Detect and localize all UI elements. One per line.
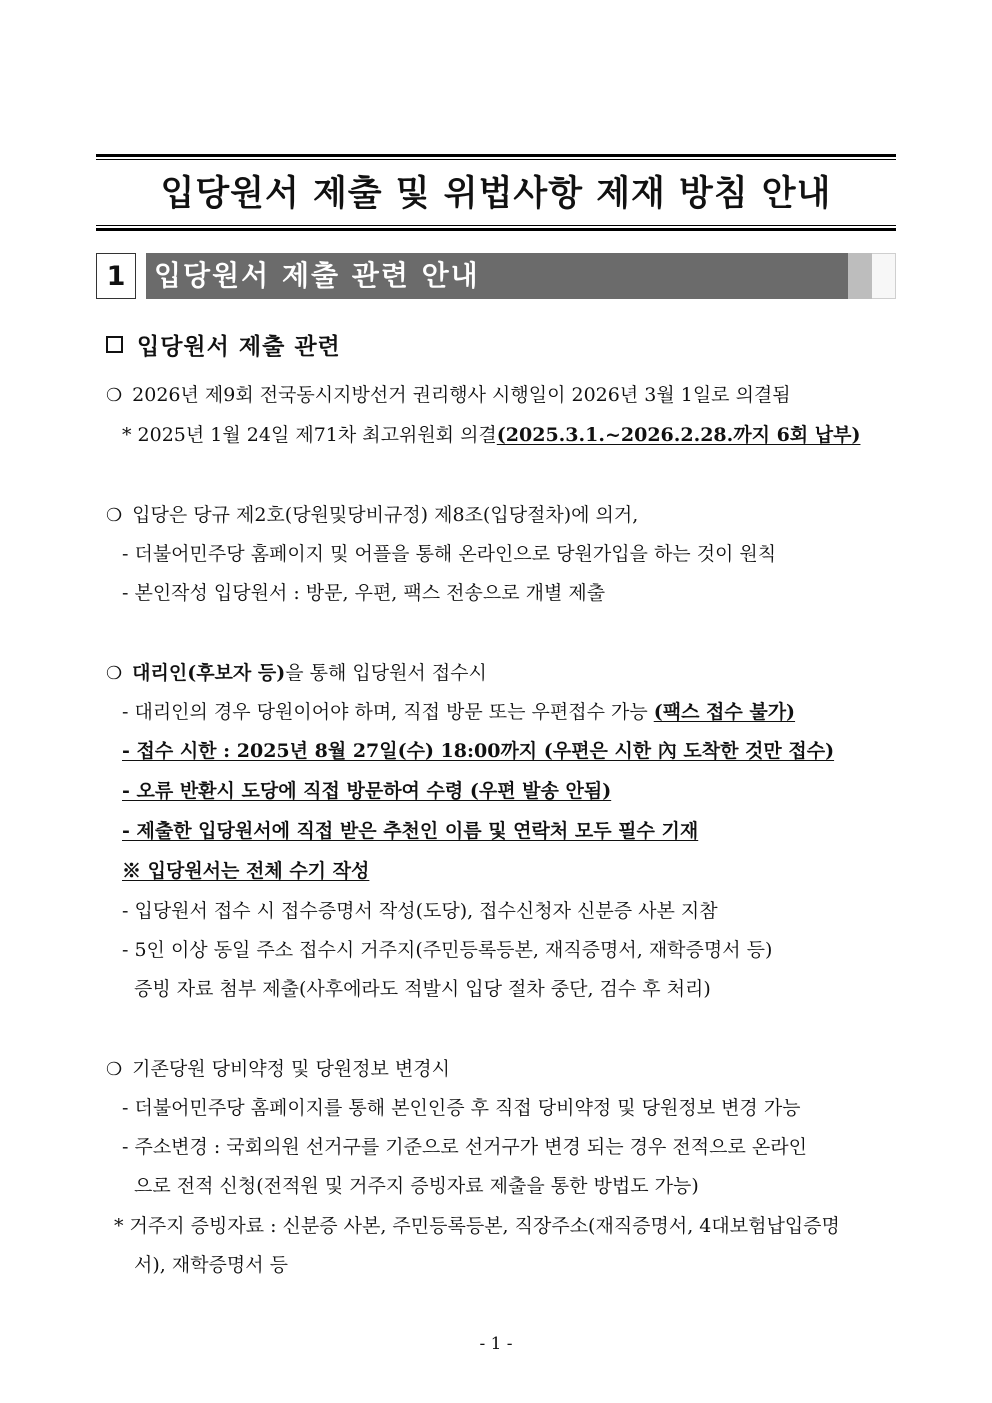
note-line: * 거주지 증빙자료 : 신분증 사본, 주민등록등본, 직장주소(재직증명서, 4대보험납입증명 [114, 1215, 840, 1237]
sub-item: - 5인 이상 동일 주소 접수시 거주지(주민등록등본, 재직증명서, 재학증명서 등) [122, 939, 773, 961]
bullet-text: 기존당원 당비약정 및 당원정보 변경시 [132, 1058, 450, 1080]
title-bottom-rule-thick [96, 228, 896, 231]
circle-bullet-icon: ❍ [106, 663, 123, 684]
title-top-rule-thin [96, 159, 896, 160]
emphasis-item: - 제출한 입당원서에 직접 받은 추천인 이름 및 연락처 모두 필수 기재 [122, 820, 699, 842]
note-prefix: * [122, 424, 138, 446]
note-continuation: 서), 재학증명서 등 [134, 1254, 289, 1276]
sub-item: - 주소변경 : 국회의원 선거구를 기준으로 선거구가 변경 되는 경우 전적으로 온라인 [122, 1136, 807, 1158]
circle-bullet-icon: ❍ [106, 505, 123, 526]
subheading-text: 입당원서 제출 관련 [137, 334, 341, 360]
sub-item-continuation: 증빙 자료 첨부 제출(사후에라도 적발시 입당 절차 중단, 검수 후 처리) [134, 978, 711, 1000]
section-bar-accent [848, 253, 872, 299]
section-title: 입당원서 제출 관련 안내 [146, 253, 848, 299]
bullet-text: 입당은 당규 제2호(당원및당비규정) 제8조(입당절차)에 의거, [132, 504, 639, 526]
title-bottom-rule-thin [96, 225, 896, 226]
sub-item [122, 699, 795, 725]
bullet-item [106, 382, 791, 409]
note-text: 2025년 1월 24일 제71차 최고위원회 의결 [137, 424, 497, 446]
subheading [106, 328, 341, 361]
emphasis-item: ※ 입당원서는 전체 수기 작성 [122, 860, 370, 882]
sub-item-emphasis: (팩스 접수 불가) [653, 701, 796, 723]
sub-item-text: - 대리인의 경우 당원이어야 하며, 직접 방문 또는 우편접수 가능 [122, 701, 654, 723]
sub-item: - 더불어민주당 홈페이지 및 어플을 통해 온라인으로 당원가입을 하는 것이 원칙 [122, 543, 777, 565]
section-bar-end [872, 253, 896, 299]
sub-item: - 본인작성 입당원서 : 방문, 우편, 팩스 전송으로 개별 제출 [122, 582, 606, 604]
sub-item: - 입당원서 접수 시 접수증명서 작성(도당), 접수신청자 신분증 사본 지참 [122, 900, 718, 922]
bullet-item [106, 660, 487, 687]
bullet-text: 2026년 제9회 전국동시지방선거 권리행사 시행일이 2026년 3월 1일로 의결됨 [132, 384, 791, 406]
title-top-rule-thick [96, 154, 896, 157]
emphasis-item: - 접수 시한 : 2025년 8월 27일(수) 18:00까지 (우편은 시한 內 도착한 것만 접수) [122, 740, 835, 762]
bullet-item [106, 502, 638, 529]
sub-item-continuation: 으로 전적 신청(전적원 및 거주지 증빙자료 제출을 통한 방법도 가능) [134, 1175, 699, 1197]
note-emphasis: (2025.3.1.~2026.2.28.까지 6회 납부) [496, 424, 861, 446]
document-title: 입당원서 제출 및 위법사항 제재 방침 안내 [160, 174, 832, 214]
circle-bullet-icon: ❍ [106, 385, 123, 406]
bullet-emphasis: 대리인(후보자 등) [132, 662, 286, 684]
note-line [122, 422, 860, 448]
circle-bullet-icon: ❍ [106, 1059, 123, 1080]
bullet-item [106, 1056, 450, 1083]
sub-item: - 더불어민주당 홈페이지를 통해 본인인증 후 직접 당비약정 및 당원정보 변경 가능 [122, 1097, 801, 1119]
page-number: - 1 - [479, 1334, 513, 1354]
checkbox-square-icon [106, 336, 123, 353]
bullet-text: 을 통해 입당원서 접수시 [285, 662, 487, 684]
section-number: 1 [96, 253, 136, 299]
emphasis-item: - 오류 반환시 도당에 직접 방문하여 수령 (우편 발송 안됨) [122, 780, 612, 802]
